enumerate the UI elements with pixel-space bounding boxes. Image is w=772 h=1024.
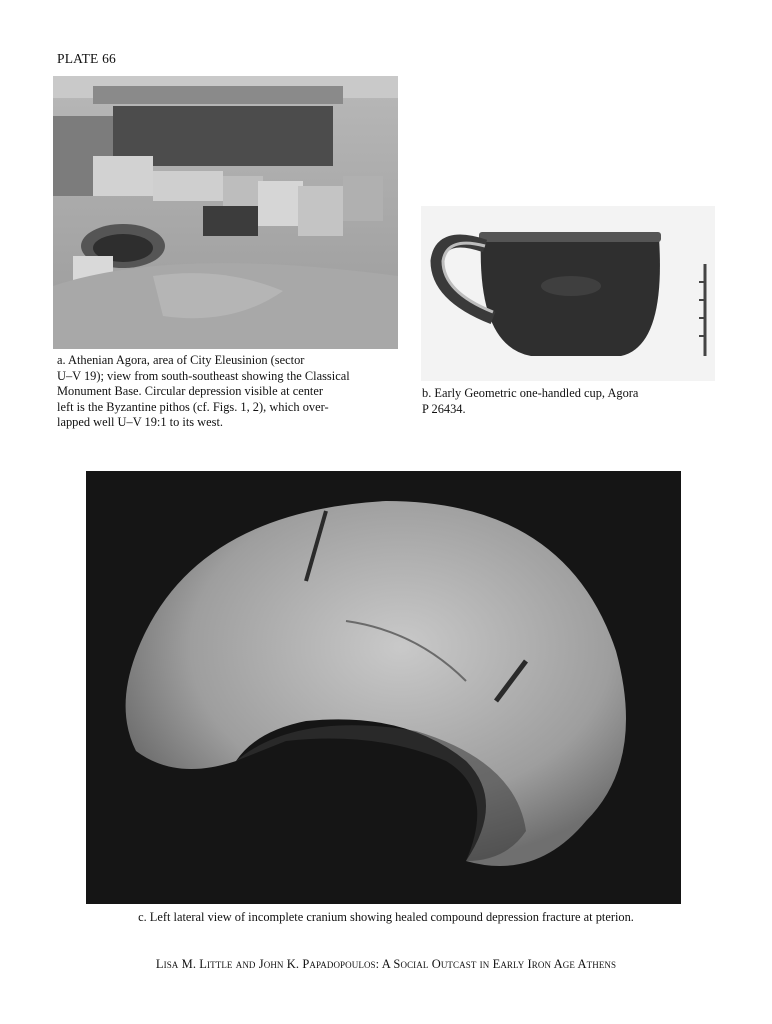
caption-line: P 26434. xyxy=(422,401,466,416)
cup-photo xyxy=(421,206,715,381)
running-footer: Lisa M. Little and John K. Papadopoulos: A Social Outcast in Early Iron Age Athens xyxy=(155,957,617,971)
figure-b-caption xyxy=(422,386,722,417)
caption-line: b. Early Geometric one-handled cup, Agora xyxy=(422,386,639,400)
caption-line: left is the Byzantine pithos (cf. Figs. 1, 2), which over- xyxy=(57,399,329,414)
cranium-photo xyxy=(86,471,681,904)
plate-label: PLATE 66 xyxy=(57,51,116,66)
caption-line: Monument Base. Circular depression visible at center xyxy=(57,384,323,399)
figure-c-caption: c. Left lateral view of incomplete cranium showing healed compound depression fracture at pterion. xyxy=(138,910,634,924)
figure-a-caption xyxy=(57,353,407,431)
caption-line: U–V 19); view from south-southeast showing the Classical xyxy=(57,368,350,383)
excavation-photo xyxy=(53,76,398,349)
caption-line: lapped well U–V 19:1 to its west. xyxy=(57,415,223,430)
caption-line: a. Athenian Agora, area of City Eleusinion (sector xyxy=(57,353,305,367)
